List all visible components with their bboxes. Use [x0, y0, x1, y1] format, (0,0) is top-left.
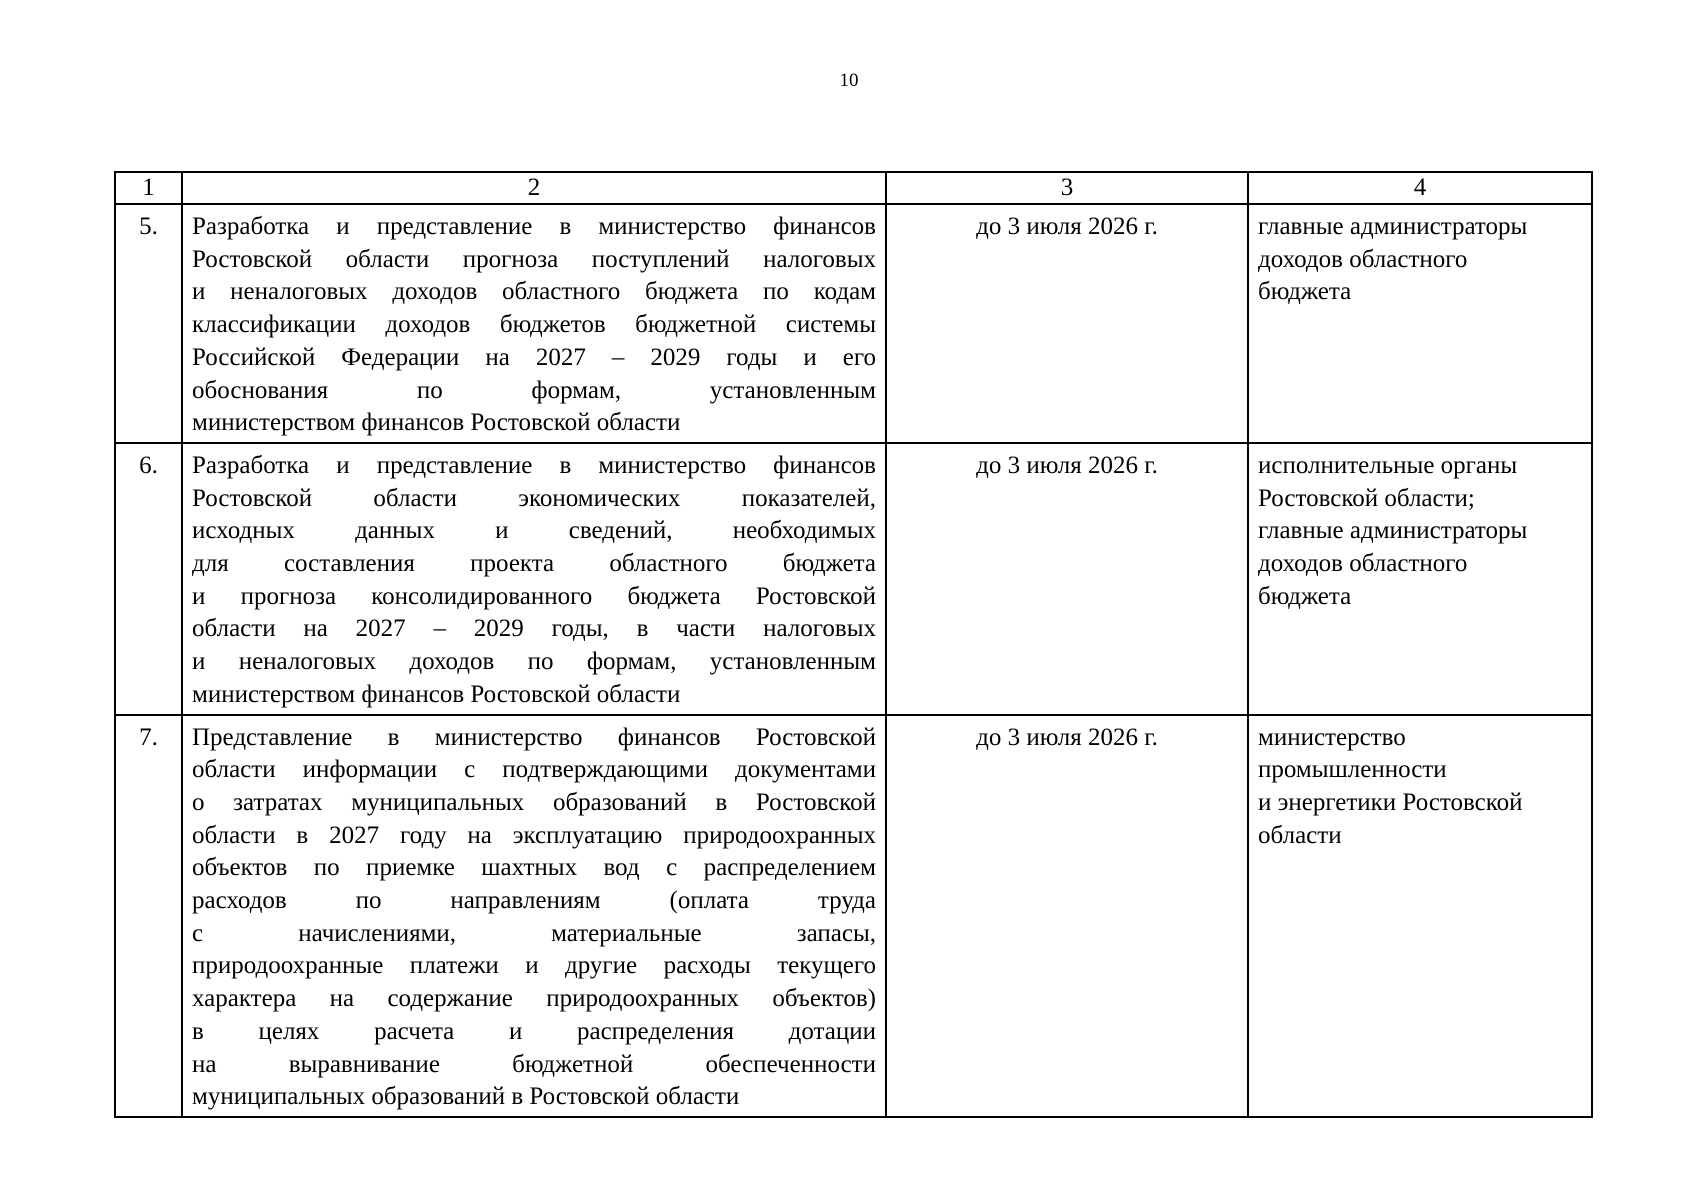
row-description	[182, 204, 886, 443]
responsible-line: Ростовской области;	[1258, 484, 1475, 512]
table-row	[115, 204, 1592, 443]
row-responsible	[1248, 204, 1592, 443]
description-line: области на 2027 – 2029 годы, в части налоговых	[192, 615, 876, 643]
header-cell-2: 2	[182, 172, 886, 204]
description-line: области информации с подтверждающими документами	[192, 756, 876, 784]
row-responsible	[1248, 715, 1592, 1117]
responsible-line: главные администраторы	[1258, 517, 1528, 545]
description-line: с начислениями, материальные запасы,	[192, 919, 876, 947]
row-number: 6.	[115, 443, 182, 715]
description-line: расходов по направлениям (оплата труда	[192, 887, 876, 915]
description-line: исходных данных и сведений, необходимых	[192, 517, 876, 545]
description-line: Ростовской области экономических показателей,	[192, 484, 876, 512]
description-line: классификации доходов бюджетов бюджетной системы	[192, 311, 876, 339]
responsible-line: доходов областного	[1258, 550, 1468, 578]
table-row	[115, 443, 1592, 715]
description-line: Ростовской области прогноза поступлений налоговых	[192, 245, 876, 273]
row-deadline: до 3 июля 2026 г.	[886, 204, 1248, 443]
description-line: на выравнивание бюджетной обеспеченности	[192, 1050, 876, 1078]
responsible-line: промышленности	[1258, 756, 1447, 784]
description-line: и прогноза консолидированного бюджета Ростовской	[192, 582, 876, 610]
description-line: области в 2027 году на эксплуатацию природоохранных	[192, 821, 876, 849]
header-cell-1: 1	[115, 172, 182, 204]
description-line: Российской Федерации на 2027 – 2029 годы и его	[192, 343, 876, 371]
row-number: 7.	[115, 715, 182, 1117]
description-line: обоснования по формам, установленным	[192, 376, 876, 404]
description-line: и неналоговых доходов по формам, установленным	[192, 648, 876, 676]
row-number: 5.	[115, 204, 182, 443]
table-header-row	[115, 172, 1592, 204]
header-cell-4: 4	[1248, 172, 1592, 204]
table-row	[115, 715, 1592, 1117]
description-line: Разработка и представление в министерство финансов	[192, 213, 876, 240]
description-line: муниципальных образований в Ростовской области	[192, 1083, 740, 1111]
description-line: Разработка и представление в министерство финансов	[192, 451, 876, 479]
page-number: 10	[839, 70, 859, 91]
responsible-line: исполнительные органы	[1258, 451, 1518, 479]
description-line: характера на содержание природоохранных объектов)	[192, 985, 876, 1013]
description-line: о затратах муниципальных образований в Ростовской	[192, 788, 876, 816]
description-line: для составления проекта областного бюджета	[192, 550, 876, 578]
description-line: в целях расчета и распределения дотации	[192, 1017, 876, 1045]
responsible-line: области	[1258, 821, 1342, 849]
description-line: и неналоговых доходов областного бюджета по кодам	[192, 278, 876, 306]
row-description	[182, 443, 886, 715]
description-line: министерством финансов Ростовской области	[192, 409, 681, 437]
responsible-line: и энергетики Ростовской	[1258, 788, 1523, 816]
description-line: объектов по приемке шахтных вод с распределением	[192, 854, 876, 882]
row-deadline: до 3 июля 2026 г.	[886, 715, 1248, 1117]
plan-table	[114, 171, 1593, 1118]
responsible-line: министерство	[1258, 723, 1406, 751]
responsible-line: бюджета	[1258, 582, 1352, 610]
responsible-line: доходов областного	[1258, 245, 1468, 273]
description-line: природоохранные платежи и другие расходы текущего	[192, 952, 876, 980]
row-responsible	[1248, 443, 1592, 715]
responsible-line: бюджета	[1258, 278, 1352, 306]
responsible-line: главные администраторы	[1258, 213, 1528, 240]
header-cell-3: 3	[886, 172, 1248, 204]
description-line: министерством финансов Ростовской области	[192, 680, 681, 708]
row-deadline: до 3 июля 2026 г.	[886, 443, 1248, 715]
description-line: Представление в министерство финансов Ростовской	[192, 723, 876, 751]
row-description	[182, 715, 886, 1117]
